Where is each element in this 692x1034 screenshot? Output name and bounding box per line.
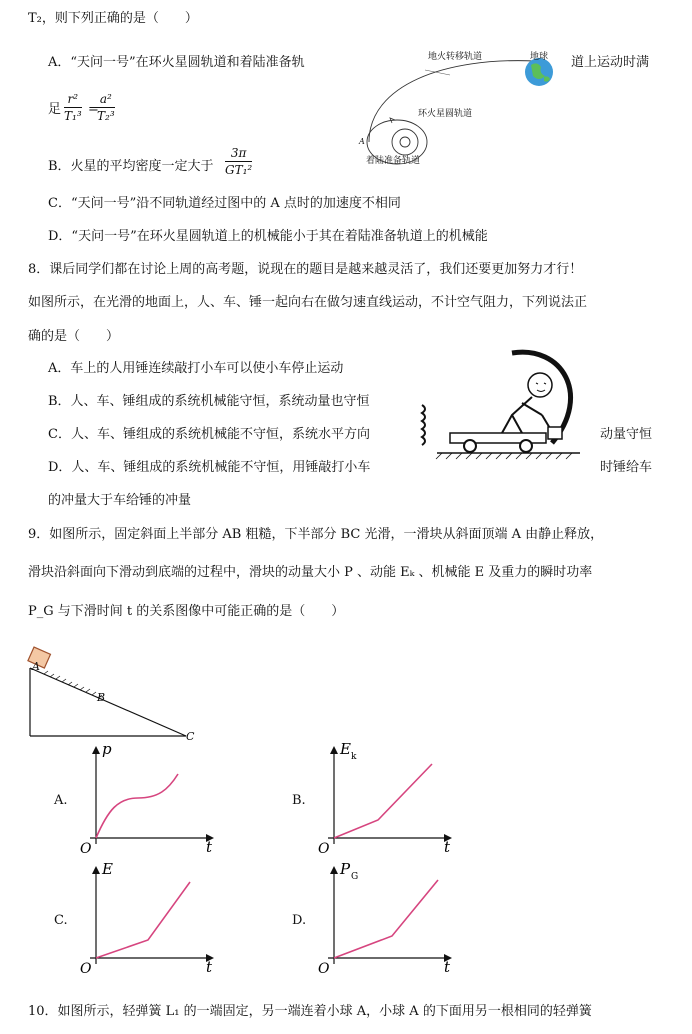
q7-option-a-cont: 足 (48, 102, 62, 117)
y-axis-arrow (92, 866, 100, 874)
x-axis-label: t (206, 838, 213, 856)
frac-den: T₁³ (64, 109, 82, 123)
q7-option-a: A．“天问一号”在环火星圆轨道和着陆准备轨 (48, 55, 305, 70)
y-axis-arrow (92, 746, 100, 754)
origin-label: O (80, 961, 92, 977)
origin-label: O (80, 841, 92, 857)
x-axis-label: t (444, 838, 451, 856)
y-axis-label: P (340, 860, 351, 878)
incline-label-a: A (32, 660, 40, 673)
q8-option-d: D．人、车、锤组成的系统机械能不守恒，用锤敲打小车 (48, 460, 371, 475)
graph-c (78, 860, 218, 975)
wall-marks (422, 405, 425, 445)
q8-option-d-cont: 的冲量大于车给锤的冲量 (48, 493, 192, 508)
origin-label: O (318, 841, 330, 857)
graph-curve (334, 764, 432, 838)
graph-b (316, 740, 456, 855)
label-landing-orbit: 着陆准备轨道 (366, 156, 421, 166)
q8-option-c-tail: 动量守恒 (600, 427, 653, 442)
q9-stem-line2: 滑块沿斜面向下滑动到底端的过程中，滑块的动量大小 P 、动能 Eₖ 、机械能 E 及重力的瞬时功率 (28, 565, 593, 580)
q9-stem-line1: 9．如图所示，固定斜面上半部分 AB 粗糙，下半部分 BC 光滑，一滑块从斜面顶端 A 由静止释放， (28, 527, 604, 542)
q7-frac-r2-t1 (64, 92, 82, 123)
q7-option-b: B．火星的平均密度一定大于 (48, 159, 214, 174)
q8-option-d-tail: 时锤给车 (600, 460, 653, 475)
q7-option-a-tail: 道上运动时满 (571, 55, 650, 70)
incline-surface (30, 668, 186, 736)
y-axis-label: E (102, 860, 113, 878)
frac-num: a² (99, 92, 112, 106)
frac-num: r² (67, 92, 79, 106)
q8-stem-line1: 8．课后同学们都在讨论上周的高考题，说现在的题目是越来越灵活了，我们还要更加努力才行！ (28, 262, 583, 277)
graph-d-option: D. (292, 913, 307, 928)
cart-wheel-right (520, 440, 532, 452)
incline-label-c: C (186, 730, 195, 743)
graph-c-option: C. (54, 913, 68, 928)
q9-stem-line3: P_G 与下滑时间 t 的关系图像中可能正确的是（ ） (28, 604, 345, 619)
graph-b-option: B. (292, 793, 306, 808)
origin-label: O (318, 961, 330, 977)
label-transfer-orbit: 地火转移轨道 (428, 52, 483, 62)
y-axis-arrow (330, 866, 338, 874)
q8-stem-line2: 如图所示，在光滑的地面上，人、车、锤一起向右在做匀速直线运动，不计空气阻力，下列说法正 (28, 295, 588, 310)
q8-option-c: C．人、车、锤组成的系统机械能不守恒，系统水平方向 (48, 427, 370, 442)
q10-stem-line1: 10．如图所示，轻弹簧 L₁ 的一端固定，另一端连着小球 A，小球 A 的下面用另一根相同的轻弹簧 (28, 1004, 592, 1019)
x-axis-label: t (444, 958, 451, 976)
incline-figure (20, 648, 200, 748)
q7-option-d: D．“天问一号”在环火星圆轨道上的机械能小于其在着陆准备轨道上的机械能 (48, 229, 488, 244)
graph-a (78, 740, 218, 855)
y-axis-label: E (340, 740, 351, 758)
y-axis-label-sub: k (351, 752, 357, 762)
label-earth: 地球 (530, 52, 549, 62)
cart-hammer-figure (412, 345, 592, 475)
person-body (502, 397, 532, 433)
q7-frac-density (225, 146, 252, 177)
y-axis-label: p (102, 740, 112, 758)
graph-a-option: A. (54, 793, 68, 808)
hammer-head (548, 427, 562, 439)
y-axis-label-sub: G (351, 872, 359, 882)
cart-body (450, 433, 546, 443)
graph-curve (334, 880, 438, 958)
y-axis-arrow (330, 746, 338, 754)
q8-stem-line3: 确的是（ ） (28, 329, 120, 344)
q7-top-line: T₂，则下列正确的是（ ） (28, 11, 198, 26)
cart-wheel-left (464, 440, 476, 452)
frac-den: GT₁² (225, 163, 253, 177)
q8-option-a: A．车上的人用锤连续敲打小车可以使小车停止运动 (48, 361, 344, 376)
label-point-a: A (359, 137, 365, 146)
person-head (528, 373, 552, 397)
x-axis-label: t (206, 958, 213, 976)
earth-icon (525, 58, 553, 86)
incline-label-b: B (97, 691, 106, 704)
graph-curve (96, 774, 178, 838)
equals-sign: = (88, 102, 99, 117)
rough-hatching (44, 671, 102, 698)
q7-option-c: C．“天问一号”沿不同轨道经过图中的 A 点时的加速度不相同 (48, 196, 401, 211)
graph-d (316, 860, 456, 975)
mars-icon (400, 137, 410, 147)
frac-num: 3π (230, 146, 247, 160)
graph-curve (96, 882, 190, 958)
q8-option-b: B．人、车、锤组成的系统机械能守恒，系统动量也守恒 (48, 394, 370, 409)
transfer-orbit-path (369, 61, 535, 142)
frac-den: T₂³ (97, 109, 115, 123)
label-circular-orbit: 环火星圆轨道 (418, 109, 473, 119)
q7-frac-a2-t2 (97, 92, 115, 123)
